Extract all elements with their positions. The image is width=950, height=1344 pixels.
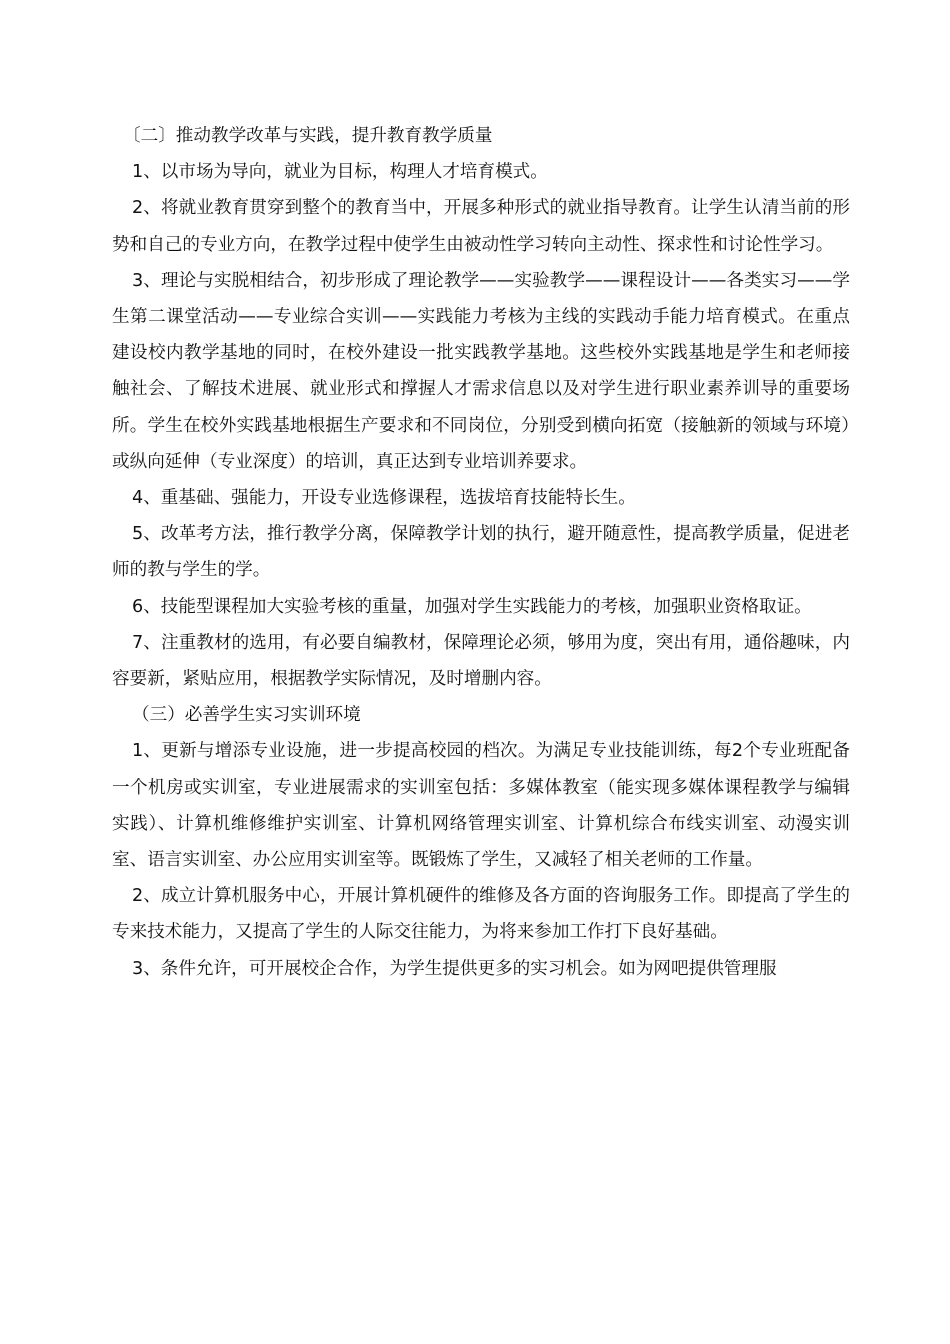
paragraph-item-1: 1、以市场为导向，就业为目标，构理人才培育模式。 — [132, 162, 548, 183]
paragraph-item-3-1: 1、更新与增添专业设施，进一步提高校园的档次。为满足专业技能训练，每2个专业班配备一个机房或实训室，专业进展需求的实训室包括：多媒体教室（能实现多媒体课程教学与编辑实践）、计算机维修维护实训室、计算机网络管理实训室、计算机综合布线实训室、动漫实训室、语言实训室、办公应用实训室等。既锻炼了学生，又减轻了相关老师的工作量。 — [112, 741, 850, 871]
document-body — [112, 118, 850, 987]
paragraph-item-2: 2、将就业教育贯穿到整个的教育当中，开展多种形式的就业指导教育。让学生认清当前的形势和自己的专业方向，在教学过程中使学生由被动性学习转向主动性、探求性和讨论性学习。 — [112, 198, 850, 255]
section-heading-2: 〔二〕推动教学改革与实践，提升教育教学质量 — [123, 126, 493, 146]
paragraph-item-3-3: 3、条件允许，可开展校企合作，为学生提供更多的实习机会。如为网吧提供管理服 — [132, 958, 777, 979]
paragraph-item-7: 7、注重教材的选用，有必要自编教材，保障理论必须，够用为度，突出有用，通俗趣味，内容要新，紧贴应用，根据教学实际情况，及时增删内容。 — [112, 632, 850, 690]
paragraph-item-6: 6、技能型课程加大实验考核的重量，加强对学生实践能力的考核，加强职业资格取证。 — [132, 596, 812, 617]
paragraph-item-3: 3、理论与实脱相结合，初步形成了理论教学——实验教学——课程设计——各类实习——学生第二课堂活动——专业综合实训——实践能力考核为主线的实践动手能力培育模式。在重点建设校内教学基地的同时，在校外建设一批实践教学基地。这些校外实践基地是学生和老师接触社会、了解技术进展、就业形式和撑握人才需求信息以及对学生进行职业素养训导的重要场所。学生在校外实践基地根据生产要求和不同岗位，分别受到横向拓宽（接触新的领域与环境）或纵向延伸（专业深度）的培训，真正达到专业培训养要求。 — [112, 270, 850, 472]
paragraph-item-3-2: 2、成立计算机服务中心，开展计算机硬件的维修及各方面的咨询服务工作。即提高了学生的专来技术能力，又提高了学生的人际交往能力，为将来参加工作打下良好基础。 — [112, 886, 850, 943]
paragraph-item-4: 4、重基础、强能力，开设专业选修课程，选拔培育技能特长生。 — [132, 488, 636, 509]
section-heading-3: （三）必善学生实习实训环境 — [132, 705, 361, 726]
paragraph-item-5: 5、改革考方法，推行教学分离，保障教学计划的执行，避开随意性，提高教学质量，促进老师的教与学生的学。 — [112, 524, 850, 581]
